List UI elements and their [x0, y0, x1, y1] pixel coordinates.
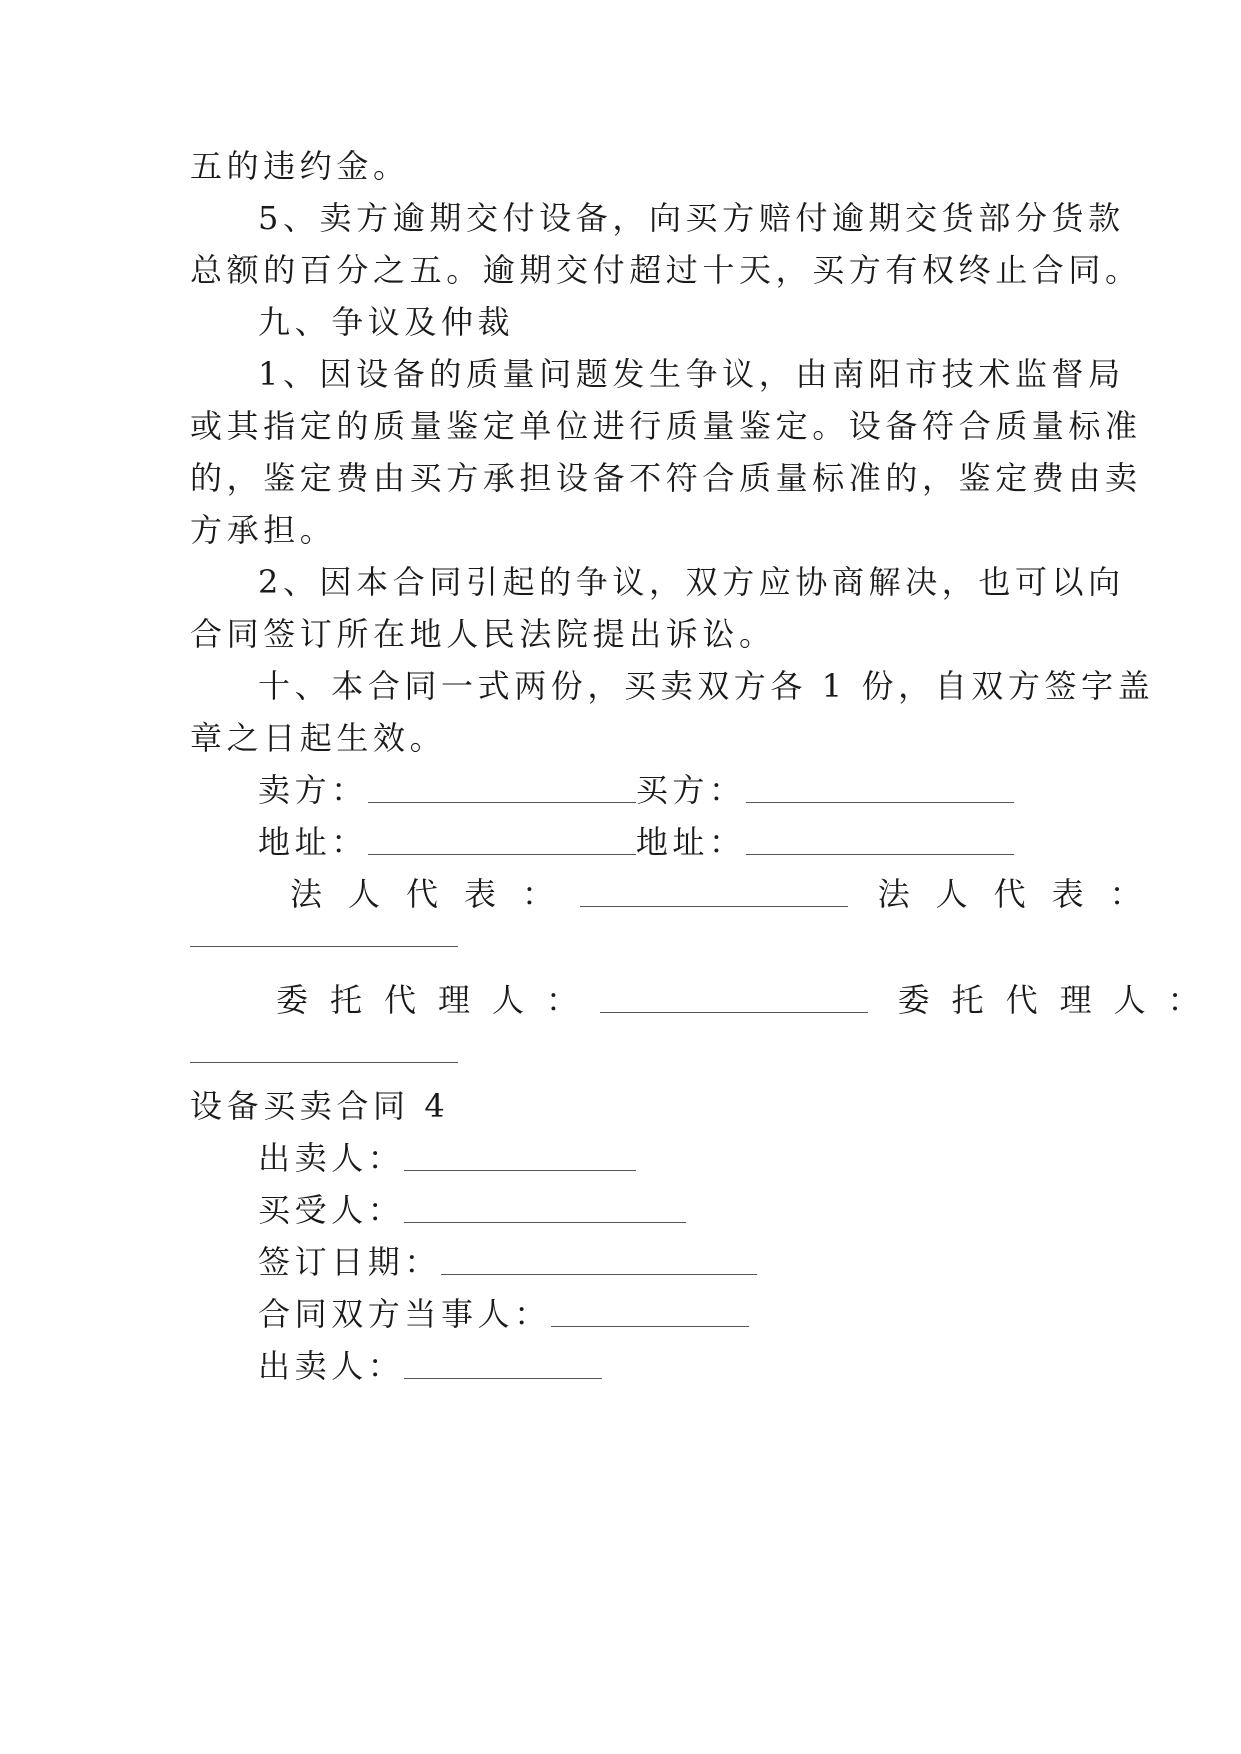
- signature-row-agent: [276, 980, 1222, 1020]
- paragraph-line: 的，鉴定费由买方承担设备不符合质量标准的，鉴定费由卖: [190, 459, 1142, 497]
- paragraph-line: 十、本合同一式两份，买卖双方各 1 份，自双方签字盖: [258, 667, 1155, 705]
- buyer-agent-blank[interactable]: [190, 1034, 458, 1063]
- section-heading: 九、争议及仲裁: [258, 303, 515, 341]
- parties-label: 合同双方当事人：: [258, 1295, 551, 1333]
- sign-date-label: 签订日期：: [258, 1243, 442, 1281]
- field-row-seller: [258, 1138, 636, 1178]
- signature-row-address: [258, 822, 1014, 862]
- seller2-field-blank[interactable]: [404, 1350, 602, 1379]
- buyer-legal-rep-blank[interactable]: [190, 918, 458, 947]
- buyer-agent-label: 委托代理人：: [897, 981, 1222, 1019]
- parties-blank[interactable]: [551, 1298, 749, 1327]
- buyer-blank[interactable]: [746, 774, 1014, 803]
- buyer-address-label: 地址：: [635, 823, 746, 861]
- paragraph-line: 总额的百分之五。逾期交付超过十天，买方有权终止合同。: [190, 251, 1142, 289]
- seller-legal-rep-label: 法人代表：: [290, 875, 581, 913]
- sign-date-blank[interactable]: [441, 1246, 757, 1275]
- seller-agent-label: 委托代理人：: [276, 981, 601, 1019]
- seller-label: 卖方：: [258, 771, 368, 809]
- paragraph-line: 2、因本合同引起的争议，双方应协商解决，也可以向: [258, 563, 1125, 601]
- buyer-field-label: 买受人：: [258, 1191, 405, 1229]
- buyer-address-blank[interactable]: [746, 826, 1014, 855]
- seller-field-label: 出卖人：: [258, 1139, 405, 1177]
- buyer-legal-rep-label: 法人代表：: [877, 875, 1168, 913]
- paragraph-line: 方承担。: [190, 511, 337, 549]
- paragraph-line: 或其指定的质量鉴定单位进行质量鉴定。设备符合质量标准: [190, 407, 1142, 445]
- paragraph-line: 1、因设备的质量问题发生争议，由南阳市技术监督局: [258, 355, 1125, 393]
- field-row-parties: [258, 1294, 749, 1334]
- seller-address-label: 地址：: [258, 823, 368, 861]
- seller-field-blank[interactable]: [404, 1142, 636, 1171]
- field-row-sign-date: [258, 1242, 757, 1282]
- paragraph-line: 合同签订所在地人民法院提出诉讼。: [190, 615, 776, 653]
- buyer-label: 买方：: [635, 771, 746, 809]
- paragraph-line: 5、卖方逾期交付设备，向买方赔付逾期交货部分货款: [258, 199, 1125, 237]
- seller2-field-label: 出卖人：: [258, 1347, 405, 1385]
- field-row-seller2: [258, 1346, 602, 1386]
- field-row-buyer: [258, 1190, 686, 1230]
- seller-legal-rep-blank[interactable]: [580, 878, 848, 907]
- paragraph-line: 五的违约金。: [190, 147, 410, 185]
- contract-title: 设备买卖合同 4: [190, 1087, 450, 1125]
- signature-row-legal-rep: [290, 874, 1168, 914]
- seller-address-blank[interactable]: [368, 826, 636, 855]
- paragraph-line: 章之日起生效。: [190, 719, 447, 757]
- seller-blank[interactable]: [368, 774, 636, 803]
- buyer-field-blank[interactable]: [404, 1194, 686, 1223]
- signature-row-party: [258, 770, 1014, 810]
- seller-agent-blank[interactable]: [600, 984, 868, 1013]
